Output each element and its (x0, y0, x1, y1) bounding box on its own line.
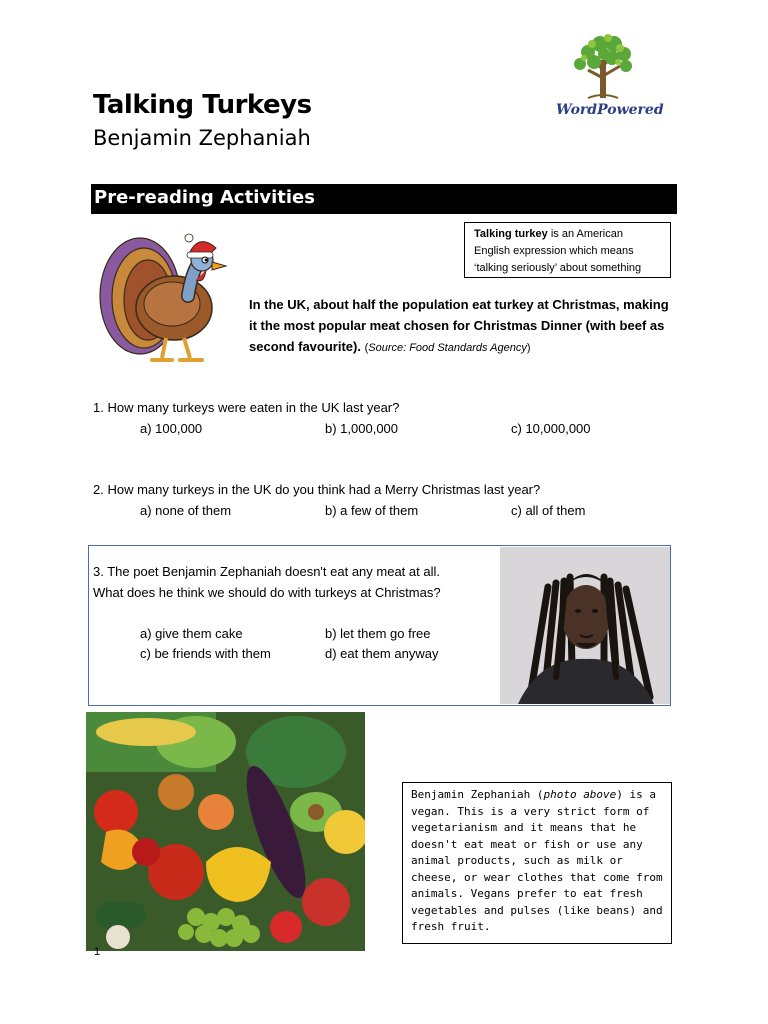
definition-box (464, 222, 671, 278)
vegan-info-box (402, 782, 672, 944)
intro-text: In the UK, about half the population eat turkey at Christmas, making it the most popular meat chosen for Christmas Dinner (with beef as second favourite). (249, 297, 669, 354)
q1-option-b: b) 1,000,000 (325, 421, 399, 436)
definition-term: Talking turkey (474, 228, 548, 240)
q3-option-b: b) let them go free (325, 626, 431, 641)
q3-option-d: d) eat them anyway (325, 646, 439, 661)
q3-option-c: c) be friends with them (140, 646, 271, 661)
question-3-line1: 3. The poet Benjamin Zephaniah doesn't eat any meat at all. (93, 564, 440, 579)
intro-paragraph (249, 294, 669, 359)
q2-option-b: b) a few of them (325, 503, 419, 518)
wordpowered-logo (548, 30, 664, 130)
q1-option-c: c) 10,000,000 (511, 421, 591, 436)
source-close: ) (526, 342, 531, 354)
page-number: 1 (94, 946, 101, 958)
section-heading: Pre-reading Activities (91, 184, 677, 214)
page-title: Talking Turkeys (93, 90, 312, 120)
q2-option-c: c) all of them (511, 503, 586, 518)
question-3-line2: What does he think we should do with turkeys at Christmas? (93, 585, 441, 600)
question-2: 2. How many turkeys in the UK do you think had a Merry Christmas last year? (93, 482, 541, 497)
page-subtitle: Benjamin Zephaniah (93, 126, 311, 150)
vegan-text: ) is a vegan. This is a very strict form of vegetarianism and it means that he doesn't eat meat or fish or use any animal products, such as milk or cheese, or wear clothes that come from animals. Vegans prefer to eat fresh vegetables and pulses (like beans) and fresh fruit. (411, 788, 663, 933)
vegan-name: Benjamin Zephaniah ( (411, 788, 544, 801)
turkey-illustration (92, 226, 242, 376)
vegetables-photo (86, 712, 365, 951)
q3-option-a: a) give them cake (140, 626, 243, 641)
vegan-photo-note: photo above (543, 788, 617, 801)
source-open: ( (364, 342, 369, 354)
q2-option-a: a) none of them (140, 503, 232, 518)
source-citation: Source: Food Standards Agency (368, 342, 527, 354)
poet-portrait-photo (500, 547, 670, 704)
question-1: 1. How many turkeys were eaten in the UK last year? (93, 400, 400, 415)
tree-icon (548, 30, 660, 105)
q1-option-a: a) 100,000 (140, 421, 203, 436)
definition-text: is an American English expression which means ‘talking seriously’ about something (474, 228, 642, 274)
logo-wordmark: WordPowered (556, 102, 664, 118)
